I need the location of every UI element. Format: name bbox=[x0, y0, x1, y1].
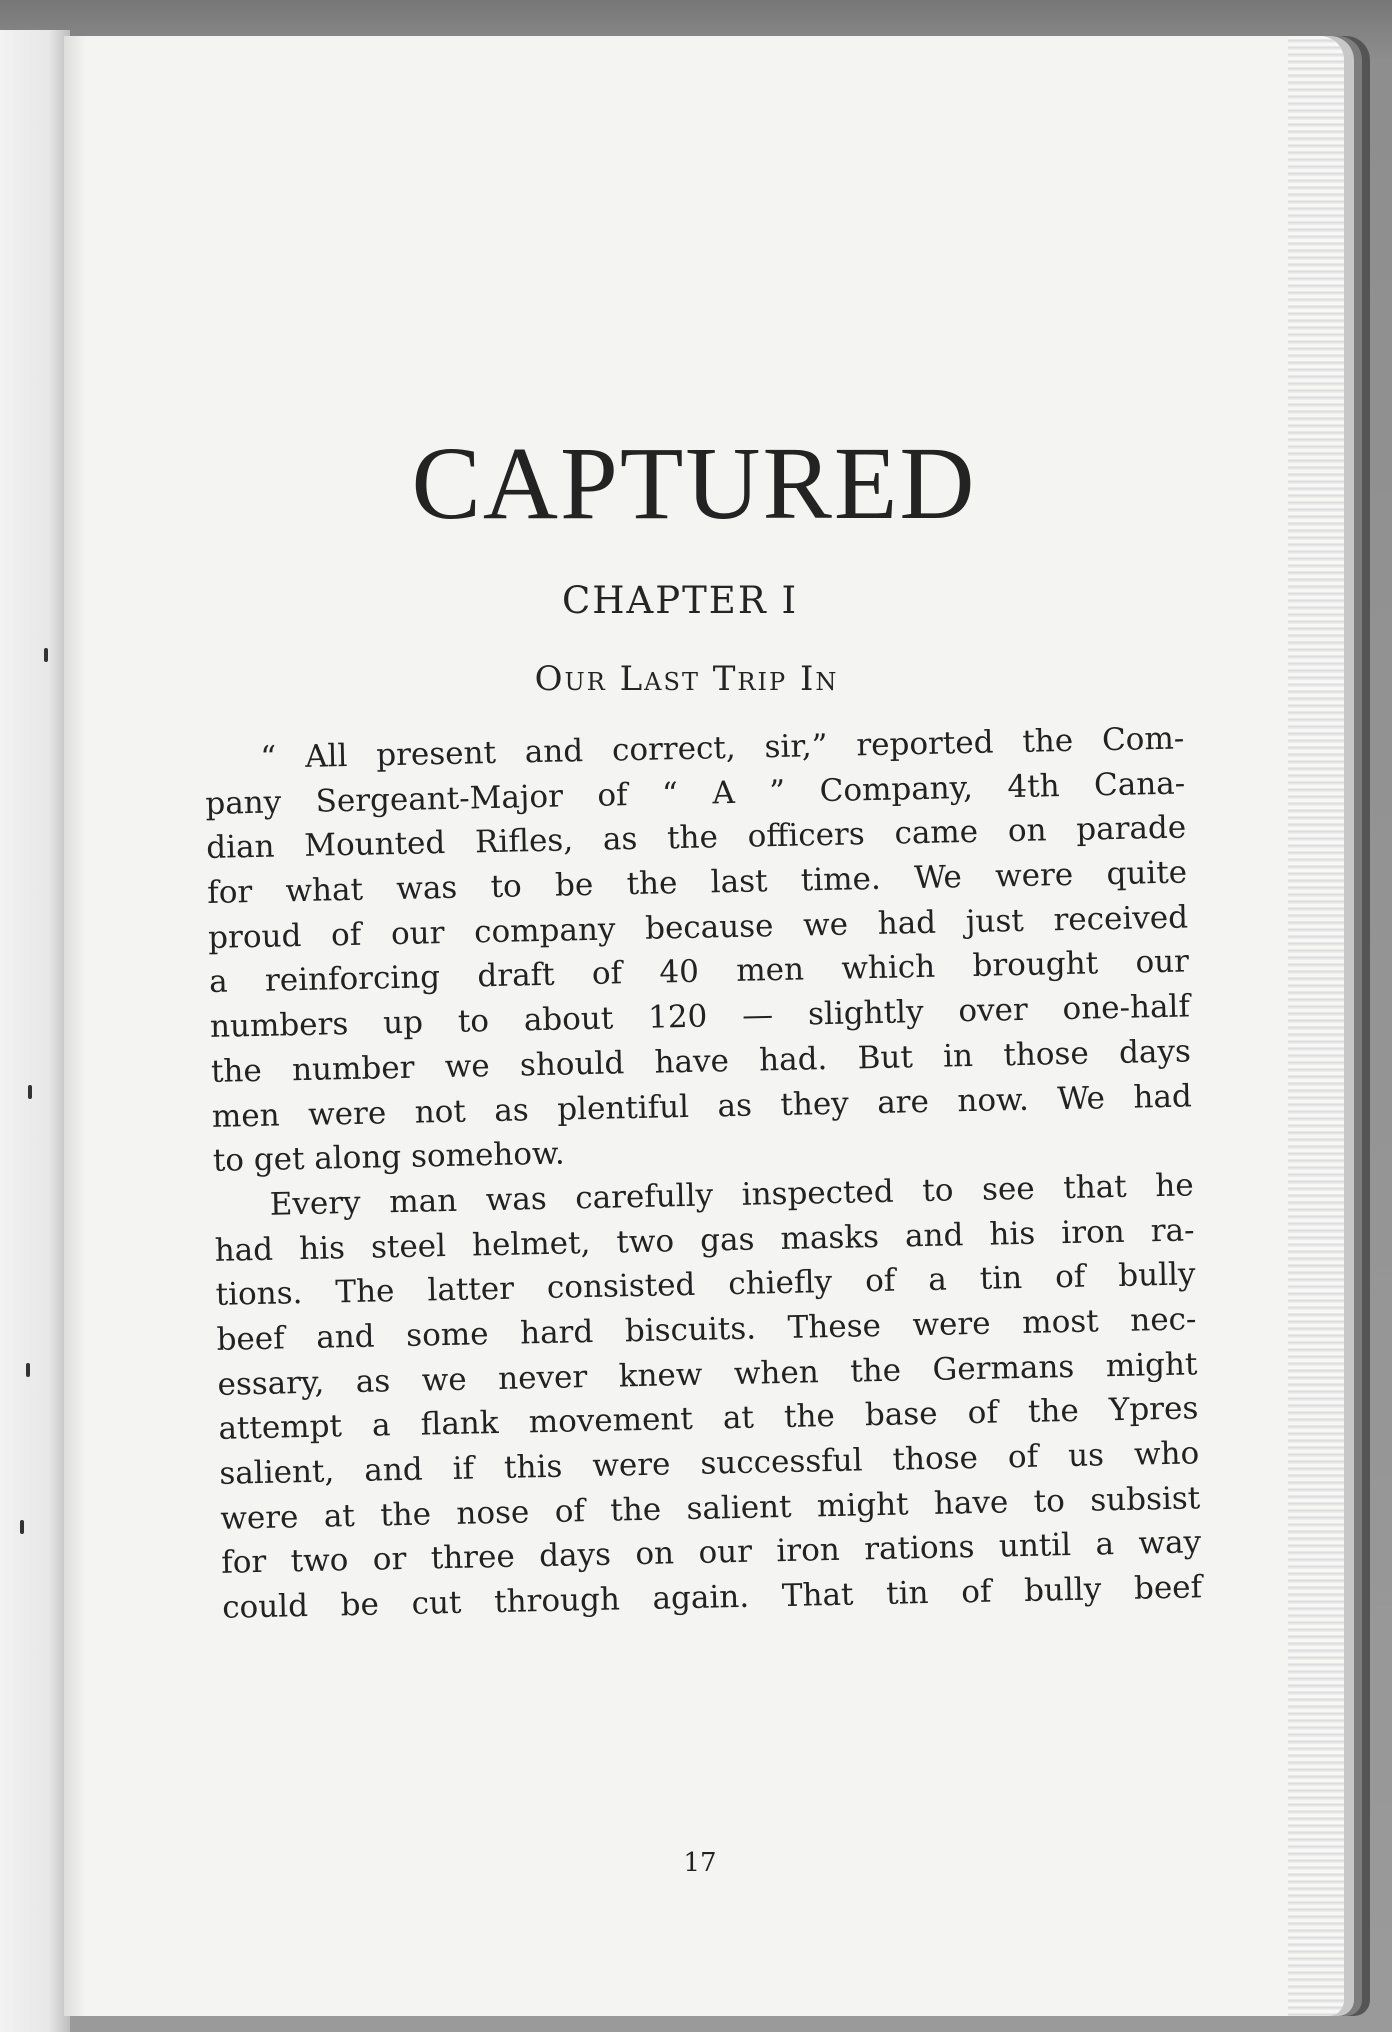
text-line: men were not as plentiful as they are now. We had bbox=[211, 1077, 1193, 1135]
text-line: numbers up to about 120 — slightly over one-half bbox=[209, 988, 1191, 1046]
left-page-edge bbox=[0, 30, 70, 2032]
text-line: had his steel helmet, two gas masks and his iron ra- bbox=[214, 1211, 1195, 1269]
book-title: CAPTURED bbox=[411, 426, 977, 541]
chapter-subtitle: Our Last Trip In bbox=[534, 659, 839, 699]
text-line: salient, and if this were successful those of us who bbox=[219, 1435, 1200, 1492]
text-line: for what was to be the last time. We were quite bbox=[206, 854, 1188, 912]
text-line: tions. The latter consisted chiefly of a tin of bully bbox=[215, 1256, 1196, 1314]
text-line: were at the nose of the salient might have to subsist bbox=[219, 1479, 1201, 1537]
text-line: dian Mounted Rifles, as the officers came on parade bbox=[205, 809, 1187, 867]
text-line: a reinforcing draft of 40 men which brought our bbox=[208, 943, 1190, 1001]
margin-speck bbox=[20, 1520, 24, 1534]
margin-speck bbox=[28, 1085, 32, 1099]
chapter-heading: CHAPTER I bbox=[561, 579, 799, 622]
text-line: for two or three days on our iron rations until a way bbox=[220, 1524, 1202, 1582]
text-line: attempt a flank movement at the base of the Ypres bbox=[218, 1390, 1199, 1448]
page-number: 17 bbox=[683, 1848, 717, 1878]
text-line: essary, as we never knew when the Germans might bbox=[217, 1345, 1198, 1403]
chapter-body-text bbox=[204, 716, 1203, 1630]
text-line: beef and some hard biscuits. These were most nec- bbox=[216, 1301, 1197, 1358]
text-line: proud of our company because we had just received bbox=[207, 899, 1189, 956]
page-fore-edge bbox=[1288, 36, 1344, 2016]
margin-speck bbox=[26, 1363, 30, 1377]
text-line: the number we should have had. But in those days bbox=[210, 1033, 1192, 1090]
text-line: “ All present and correct, sir,” reported the Com- bbox=[260, 720, 1185, 776]
book-page bbox=[64, 36, 1344, 2016]
text-line: Every man was carefully inspected to see that he bbox=[269, 1167, 1194, 1223]
gutter-shadow bbox=[64, 36, 86, 2016]
text-line: could be cut through again. That tin of bully beef bbox=[221, 1569, 1203, 1626]
margin-speck bbox=[44, 648, 48, 662]
text-line: pany Sergeant-Major of “ A ” Company, 4th Cana- bbox=[205, 765, 1186, 822]
text-line: to get along somehow. bbox=[212, 1135, 566, 1180]
